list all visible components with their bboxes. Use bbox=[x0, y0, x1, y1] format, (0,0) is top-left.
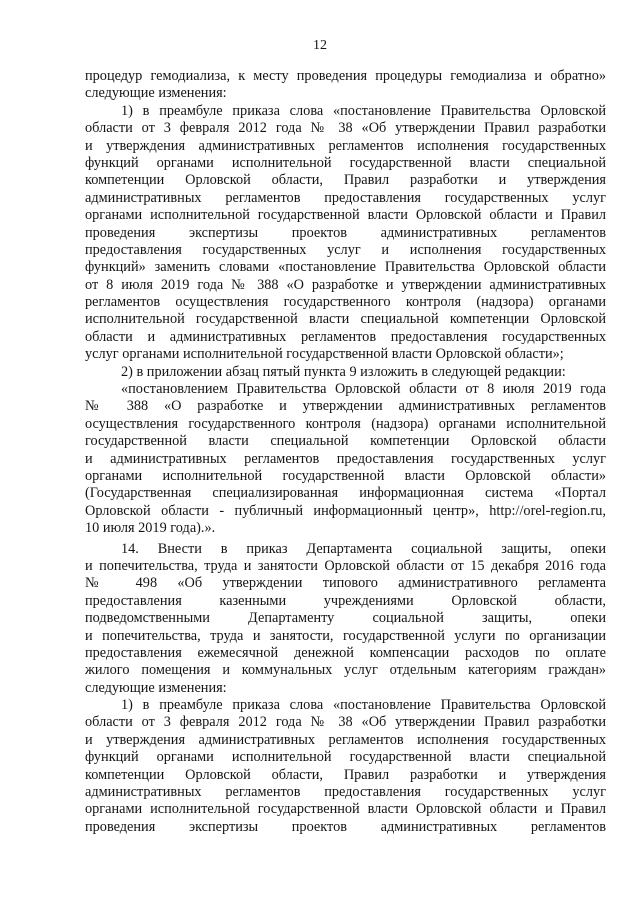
text-line: области от 3 февраля 2012 года № 38 «Об утверждении Правил разработки bbox=[85, 120, 606, 137]
text-line: и утверждения административных регламентов исполнения государственных bbox=[85, 137, 606, 154]
text-line: области и административных регламентов предоставления государственных bbox=[85, 328, 606, 345]
text-line: 2) в приложении абзац пятый пункта 9 изложить в следующей редакции: bbox=[121, 363, 566, 380]
text-line: проведения экспертизы проектов административных регламентов bbox=[85, 224, 606, 241]
text-line: осуществления государственного контроля (надзора) органами исполнительной bbox=[85, 415, 606, 432]
text-line: жилого помещения и коммунальных услуг отдельным категориям граждан» bbox=[85, 662, 606, 679]
text-line: органами исполнительной государственной власти Орловской области и Правил bbox=[85, 207, 606, 224]
text-line: функций» заменить словами «постановление Правительства Орловской области bbox=[85, 259, 606, 276]
text-line: компетенции Орловской области, Правил разработки и утверждения bbox=[85, 766, 606, 783]
text-line: функций органами исполнительной государственной власти специальной bbox=[85, 154, 606, 171]
text-line: «постановлением Правительства Орловской области от 8 июля 2019 года bbox=[121, 381, 606, 398]
text-line: регламентов осуществления государственного контроля (надзора) органами bbox=[85, 294, 606, 311]
text-line: 10 июля 2019 года).». bbox=[85, 520, 216, 537]
text-line: (Государственная специализированная информационная система «Портал bbox=[85, 485, 606, 502]
text-line: следующие изменения: bbox=[85, 85, 227, 102]
text-line: 1) в преамбуле приказа слова «постановление Правительства Орловской bbox=[121, 102, 606, 119]
text-line: органами исполнительной государственной власти Орловской области и Правил bbox=[85, 801, 606, 818]
text-line: № 498 «Об утверждении типового административного регламента bbox=[85, 575, 606, 592]
text-line: и утверждения административных регламентов исполнения государственных bbox=[85, 731, 606, 748]
text-line: 1) в преамбуле приказа слова «постановление Правительства Орловской bbox=[121, 697, 606, 714]
document-body bbox=[85, 68, 606, 836]
text-line: 14. Внести в приказ Департамента социальной защиты, опеки bbox=[121, 540, 606, 557]
text-line: предоставления государственных услуг и исполнения государственных bbox=[85, 241, 606, 258]
text-line: предоставления ежемесячной денежной компенсации расходов по оплате bbox=[85, 644, 606, 661]
text-line: государственной власти специальной компетенции Орловской области bbox=[85, 433, 606, 450]
text-line: предоставления казенными учреждениями Орловской области, bbox=[85, 592, 606, 609]
text-line: проведения экспертизы проектов административных регламентов bbox=[85, 818, 606, 835]
text-line: услуг органами исполнительной государственной власти Орловской области»; bbox=[85, 346, 564, 363]
text-line: функций органами исполнительной государственной власти специальной bbox=[85, 749, 606, 766]
text-line: от 8 июля 2019 года № 388 «О разработке и утверждении административных bbox=[85, 276, 606, 293]
page-number: 12 bbox=[313, 38, 327, 53]
text-line: исполнительной государственной власти специальной компетенции Орловской bbox=[85, 311, 606, 328]
text-line: административных регламентов предоставления государственных услуг bbox=[85, 189, 606, 206]
text-line: подведомственными Департаменту социальной защиты, опеки bbox=[85, 610, 606, 627]
text-line: компетенции Орловской области, Правил разработки и утверждения bbox=[85, 172, 606, 189]
text-line: и попечительства, труда и занятости Орловской области от 15 декабря 2016 года bbox=[85, 557, 606, 574]
text-line: и административных регламентов предоставления государственных услуг bbox=[85, 450, 606, 467]
text-line: № 388 «О разработке и утверждении административных регламентов bbox=[85, 398, 606, 415]
text-line: Орловской области - публичный информационный центр», http://orel-region.ru, bbox=[85, 502, 606, 519]
text-line: административных регламентов предоставления государственных услуг bbox=[85, 784, 606, 801]
text-line: и попечительства, труда и занятости, государственной услуги по организации bbox=[85, 627, 606, 644]
text-line: органами исполнительной государственной власти Орловской области» bbox=[85, 467, 606, 484]
text-line: процедур гемодиализа, к месту проведения процедуры гемодиализа и обратно» bbox=[85, 68, 606, 84]
text-line: области от 3 февраля 2012 года № 38 «Об утверждении Правил разработки bbox=[85, 714, 606, 731]
text-line: следующие изменения: bbox=[85, 679, 227, 696]
